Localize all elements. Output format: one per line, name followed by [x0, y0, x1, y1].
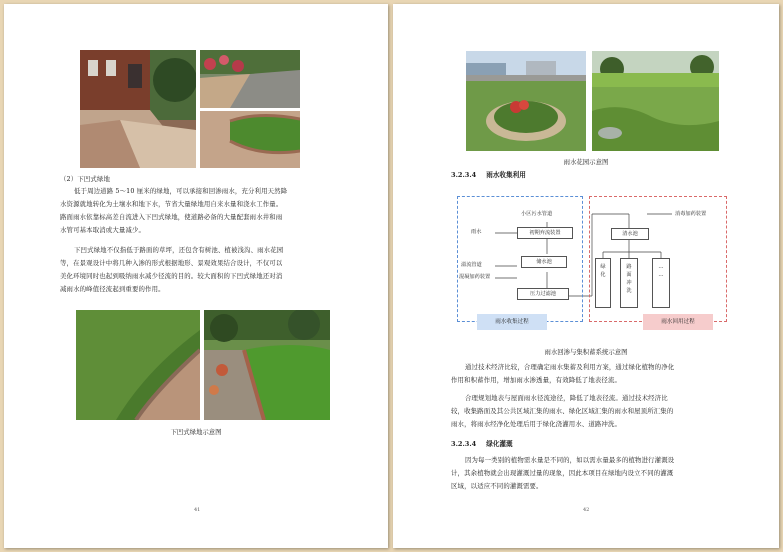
col-char: 路 [626, 264, 632, 270]
paragraph-line: 低于周边道路 5～10 厘米的绿地，可以承接和回渗雨水，充分利用天然降 [74, 187, 288, 195]
box-greening [595, 258, 611, 308]
rainwater-system-diagram [457, 192, 747, 340]
badge-reuse-process: 雨水回用过程 [643, 314, 713, 330]
paragraph-line: 雨水，将雨水经净化处理后用于绿化浇灌用水、道路冲洗。 [451, 420, 622, 428]
right-page [393, 4, 779, 548]
paragraph-line: 因为每一类别的植物需水量是不同的，如以需水量最多的植物进行灌溉设 [465, 456, 675, 464]
photo-garden-lawn [204, 310, 330, 420]
photo-rain-garden-street [466, 51, 586, 151]
photo-brick-house-path [80, 50, 196, 168]
col-char: … [658, 264, 664, 270]
section-title: 雨水收集利用 [486, 171, 526, 179]
box-pressure-filter: 压力过滤池 [517, 288, 569, 300]
photo-grass-curve [76, 310, 200, 420]
page-number-left: 41 [194, 507, 201, 513]
col-char: 绿 [600, 264, 606, 270]
section-number: 3.2.3.4 [451, 440, 477, 448]
label-disinfectant-device: 消毒加药装置 [675, 211, 707, 217]
paragraph-line: 区域，以适应不同的灌溉需要。 [451, 482, 543, 490]
figure-caption-diagram: 雨水回渗与集积蓄系统示意图 [544, 348, 628, 356]
paragraph-line: 水管可基本取消或大量减少。 [60, 226, 146, 234]
section-heading-irrigation [451, 438, 523, 448]
col-char: … [658, 272, 664, 278]
section-heading-rainwater [451, 169, 536, 179]
paragraph-line: 减雨水的峰值径流起到重要的作用。 [60, 285, 165, 293]
section-number: 3.2.3.4 [451, 171, 477, 179]
label-coagulant-device: 混凝加药装置 [459, 274, 491, 280]
paragraph-line: 水资源就地转化为土壤水和地下水，节省大量绿地用自来水量和浇水工作量。 [60, 200, 283, 208]
box-storage-tank: 储水池 [521, 256, 567, 268]
paragraph-line: 合理规划地表与屋面雨水径流途径，降低了地表径流。通过技术经济比 [465, 394, 668, 402]
page-number-right: 42 [583, 507, 590, 513]
paragraph-line: 等，在景观设计中将几种入渗的形式根据地形、景观效果结合设计，不仅可以 [60, 259, 283, 267]
figure-caption-sunken-greenland: 下凹式绿地示意图 [170, 428, 222, 436]
paragraph-line: 通过技术经济比较，合理确定雨水集蓄及利用方案，通过绿化植物的净化 [465, 363, 675, 371]
section-heading-sunken-greenland: （2）下凹式绿地 [60, 175, 110, 183]
photo-lawn-curb [200, 111, 300, 168]
paragraph-line: 路面雨水依靠标高差自流进入下凹式绿地，使道路必备的大量配套雨水井和雨 [60, 213, 283, 221]
col-char: 洗 [626, 288, 632, 294]
photo-garden-edge [200, 50, 300, 108]
box-initial-diversion: 初期弃流装置 [517, 227, 573, 239]
box-other-uses [652, 258, 670, 308]
paragraph-line: 计，其余植物就会出现灌溉过量的现象，因此本项目在绿地内设立不同的灌溉 [451, 469, 674, 477]
box-road-flushing [620, 258, 638, 308]
label-sewage-pipe: 小区污水管道 [521, 211, 553, 217]
box-clear-water-tank: 清水池 [611, 228, 649, 240]
left-page [4, 4, 388, 548]
label-overflow-pipe: 溢流管道 [461, 262, 482, 268]
col-char: 冲 [626, 280, 632, 286]
label-rainwater: 雨水 [471, 229, 482, 235]
paragraph-line: 美化环境同时也起到吸纳雨水减少径流的目的。较大面积的下凹式绿地还对消 [60, 272, 283, 280]
col-char: 面 [626, 272, 632, 278]
section-title: 绿化灌溉 [486, 440, 513, 448]
figure-caption-rain-garden: 雨水花园示意图 [563, 158, 609, 166]
photo-rain-garden-meadow [592, 51, 719, 151]
paragraph-line: 较，收集路面及其公共区域汇集的雨水、绿化区域汇集的雨水和屋顶所汇集的 [451, 407, 674, 415]
badge-collection-process: 雨水收集过程 [477, 314, 547, 330]
paragraph-line: 下凹式绿地不仅指低于路面的草坪，还包含有树池、植被浅沟、雨水花园 [74, 246, 284, 254]
col-char: 化 [600, 272, 606, 278]
paragraph-line: 作用和积蓄作用，增加雨水渗透量，有效降低了地表径流。 [451, 376, 622, 384]
